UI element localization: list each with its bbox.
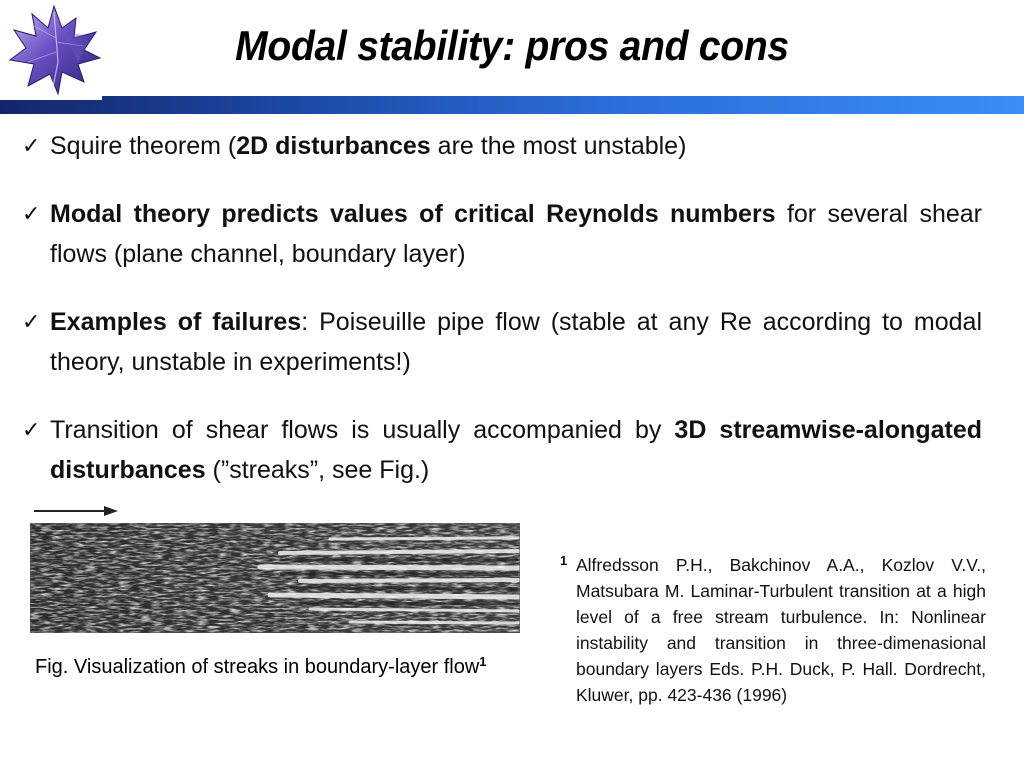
figure-caption [35,654,487,679]
checkmark-icon: ✓ [22,309,41,334]
bullet-item [22,126,982,166]
flow-direction-arrow-icon [34,504,118,518]
header-divider-bar [0,96,1024,114]
reference-footnote [560,552,986,708]
bullet-item [22,194,982,274]
checkmark-icon: ✓ [22,201,41,226]
bullet-text: for several shear flows (plane channel, boundary layer) [50,200,982,268]
slide-title: Modal stability: pros and cons [235,22,789,69]
bullet-text: are the most unstable) [430,132,687,160]
bullet-bold-text: 3D streamwise-alongated disturbances [50,416,982,484]
checkmark-icon: ✓ [22,417,41,442]
bullet-bold-text: Modal theory predicts values of critical Reynolds numbers [50,200,776,228]
bullet-bold-text: Examples of failures [50,308,302,336]
bullet-text: Transition of shear flows is usually accompanied by [50,416,675,444]
streaks-visualization-image [30,523,520,633]
figure-caption-text: Fig. Visualization of streaks in boundary-layer flow [35,656,480,678]
bullet-item [22,302,982,382]
bullet-bold-text: 2D disturbances [236,132,431,160]
bullet-text: (”streaks”, see Fig.) [205,456,430,484]
checkmark-icon: ✓ [22,133,41,158]
bullet-list [22,126,982,518]
footnote-marker: 1 [479,654,487,669]
reference-text: Alfredsson P.H., Bakchinov A.A., Kozlov V.V., Matsubara M. Laminar-Turbulent transition at a high level of a free stream turbulence. In: Nonlinear instability and transition in three-dimenasional boundary layers Eds. P.H. Duck, P. Hall. Dordrecht, Kluwer, pp. 423-436 (1996) [576,555,986,705]
bullet-text: Squire theorem ( [50,132,237,160]
reference-number: 1 [560,553,568,568]
bullet-item [22,410,982,490]
header-bar-notch [0,96,102,100]
bullet-text: : Poiseuille pipe flow (stable at any Re according to modal theory, unstable in experiments!) [50,308,983,376]
